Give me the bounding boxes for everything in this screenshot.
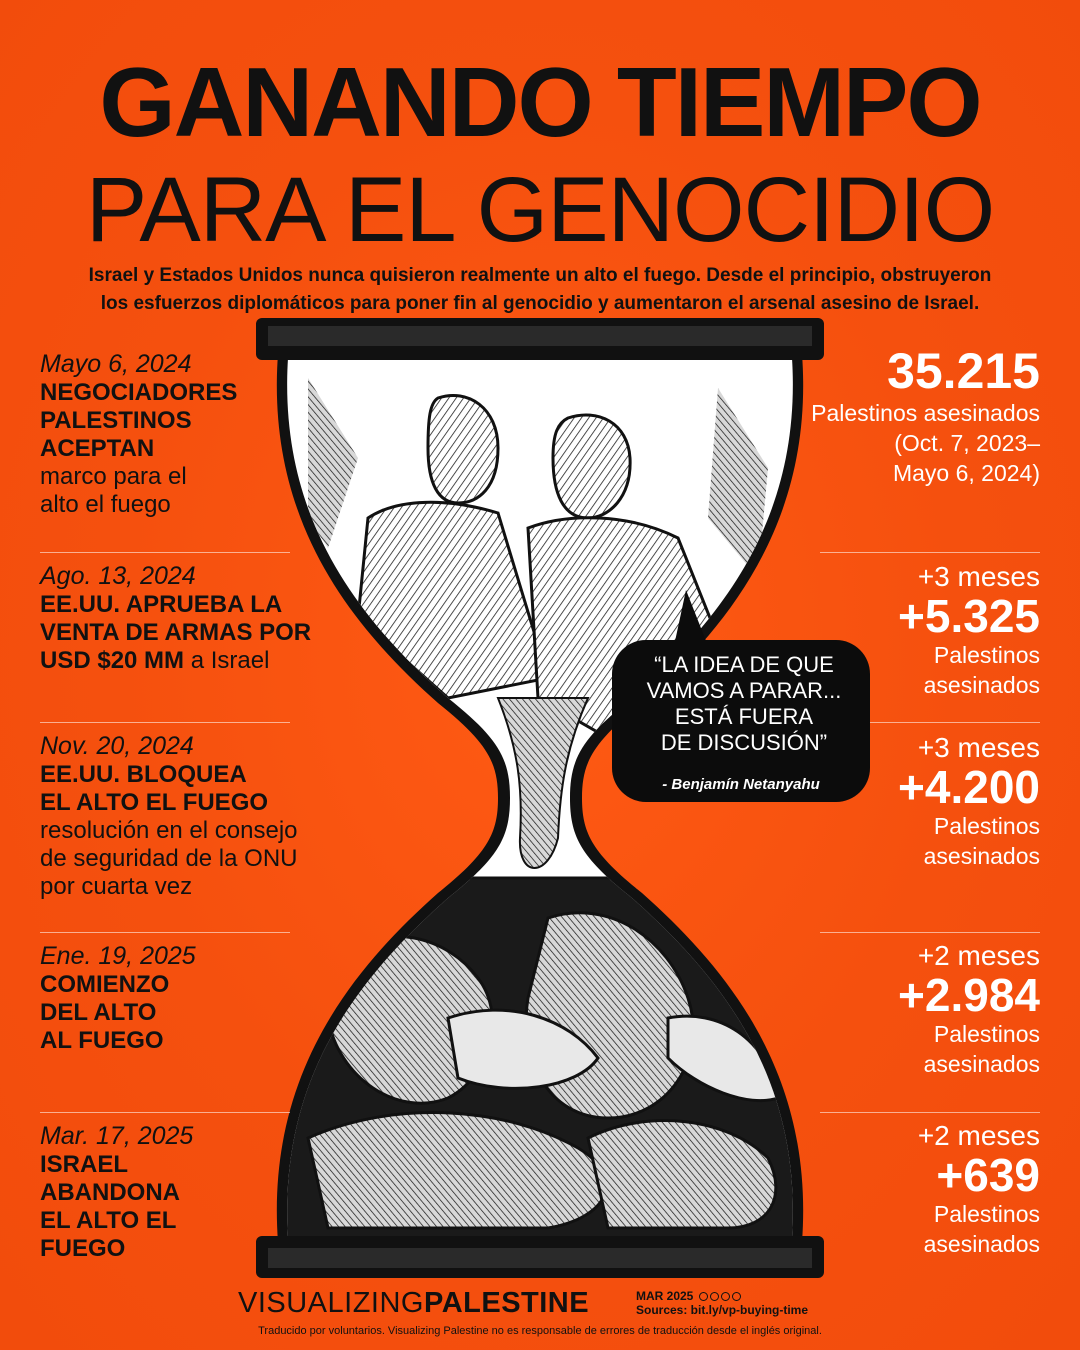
divider: [40, 1112, 290, 1113]
stat-label: asesinados: [923, 1051, 1040, 1077]
event-headline: VENTA DE ARMAS POR: [40, 619, 312, 646]
event-headline: EL ALTO EL FUEGO: [40, 789, 269, 816]
sources-link: Sources: bit.ly/vp-buying-time: [636, 1303, 809, 1317]
stat-period: +2 meses: [917, 1120, 1040, 1151]
quote-line: “LA IDEA DE QUE: [654, 652, 834, 677]
divider: [820, 1112, 1040, 1113]
divider: [820, 552, 1040, 553]
stat-label: Palestinos: [933, 1021, 1040, 1047]
event-detail: de seguridad de la ONU: [40, 845, 298, 872]
divider: [40, 932, 290, 933]
event-amount: USD $20 MM: [40, 647, 185, 674]
event-date: Ago. 13, 2024: [40, 562, 196, 590]
stat-label: Palestinos: [933, 1201, 1040, 1227]
stat-label: (Oct. 7, 2023–: [894, 430, 1040, 456]
event-detail: por cuarta vez: [40, 873, 193, 900]
event-date: Mayo 6, 2024: [40, 350, 192, 378]
subtitle-line-1: Israel y Estados Unidos nunca quisieron realmente un alto el fuego. Desde el principio, obstruyeron: [88, 265, 992, 286]
event-headline: COMIENZO: [40, 971, 170, 998]
event-headline: EL ALTO EL: [40, 1207, 177, 1234]
quote-line: DE DISCUSIÓN”: [660, 730, 828, 755]
stat-label: asesinados: [923, 1231, 1040, 1257]
quote-author: - Benjamín Netanyahu: [662, 776, 820, 793]
timeline-event: [40, 350, 370, 519]
stat-period: +3 meses: [917, 561, 1040, 592]
event-headline: FUEGO: [40, 1235, 126, 1262]
brand-logo: [238, 1287, 589, 1319]
event-headline: AL FUEGO: [40, 1027, 164, 1054]
event-headline: PALESTINOS: [40, 407, 192, 434]
divider: [40, 722, 290, 723]
event-headline: ABANDONA: [40, 1179, 180, 1206]
event-date: Nov. 20, 2024: [40, 732, 194, 760]
subtitle-line-2: los esfuerzos diplomáticos para poner fin al genocidio y aumentaron el arsenal asesino de Israel.: [100, 293, 980, 314]
stat-number: +4.200: [898, 761, 1040, 813]
divider: [40, 552, 290, 553]
event-headline: EE.UU. APRUEBA LA: [40, 591, 283, 618]
casualty-stat: [790, 1121, 1040, 1259]
stat-label: Mayo 6, 2024): [892, 460, 1040, 486]
stat-label: Palestinos: [933, 813, 1040, 839]
stat-label: asesinados: [923, 843, 1040, 869]
stat-number: +5.325: [898, 590, 1040, 642]
timeline-event: [40, 732, 370, 901]
event-headline: ACEPTAN: [40, 435, 155, 462]
stat-number: 35.215: [887, 343, 1040, 399]
timeline-event: [40, 942, 370, 1055]
title-line-1: GANANDO TIEMPO: [99, 47, 981, 157]
timeline-event: [40, 562, 370, 675]
creative-commons-icon: [699, 1292, 741, 1301]
brand-bold: PALESTINE: [424, 1287, 590, 1319]
casualty-stat: [790, 941, 1040, 1079]
title-line-2: PARA EL GENOCIDIO: [85, 159, 995, 261]
quote-text: [624, 652, 864, 756]
translation-disclaimer: Traducido por voluntarios. Visualizing Palestine no es responsable de errores de traducción desde el inglés original.: [258, 1325, 822, 1337]
subtitle: [30, 262, 1050, 318]
event-headline: DEL ALTO: [40, 999, 157, 1026]
stat-number: +639: [936, 1149, 1040, 1201]
event-detail-tail: a Israel: [184, 647, 270, 674]
stat-number: +2.984: [898, 969, 1040, 1021]
footer-meta: [636, 1289, 808, 1317]
stat-label: Palestinos: [933, 642, 1040, 668]
stat-label: Palestinos asesinados: [811, 400, 1040, 426]
publish-date: MAR 2025: [636, 1289, 694, 1303]
stat-period: +3 meses: [917, 732, 1040, 763]
stat-period: +2 meses: [917, 940, 1040, 971]
quote-speech-bubble: [612, 640, 870, 802]
quote-line: VAMOS A PARAR...: [646, 678, 842, 703]
timeline-event: [40, 1122, 370, 1263]
event-detail: marco para el: [40, 463, 187, 490]
event-detail: [40, 647, 370, 675]
event-date: Mar. 17, 2025: [40, 1122, 194, 1150]
speech-bubble-tail: [674, 590, 708, 646]
event-detail: alto el fuego: [40, 491, 171, 518]
event-headline: NEGOCIADORES: [40, 379, 238, 406]
event-headline: EE.UU. BLOQUEA: [40, 761, 247, 788]
event-detail: resolución en el consejo: [40, 817, 298, 844]
brand-light: VISUALIZING: [238, 1287, 424, 1319]
quote-line: ESTÁ FUERA: [674, 704, 814, 729]
divider: [820, 932, 1040, 933]
stat-label: asesinados: [923, 672, 1040, 698]
event-date: Ene. 19, 2025: [40, 942, 196, 970]
casualty-stat: [790, 344, 1040, 488]
event-headline: ISRAEL: [40, 1151, 129, 1178]
